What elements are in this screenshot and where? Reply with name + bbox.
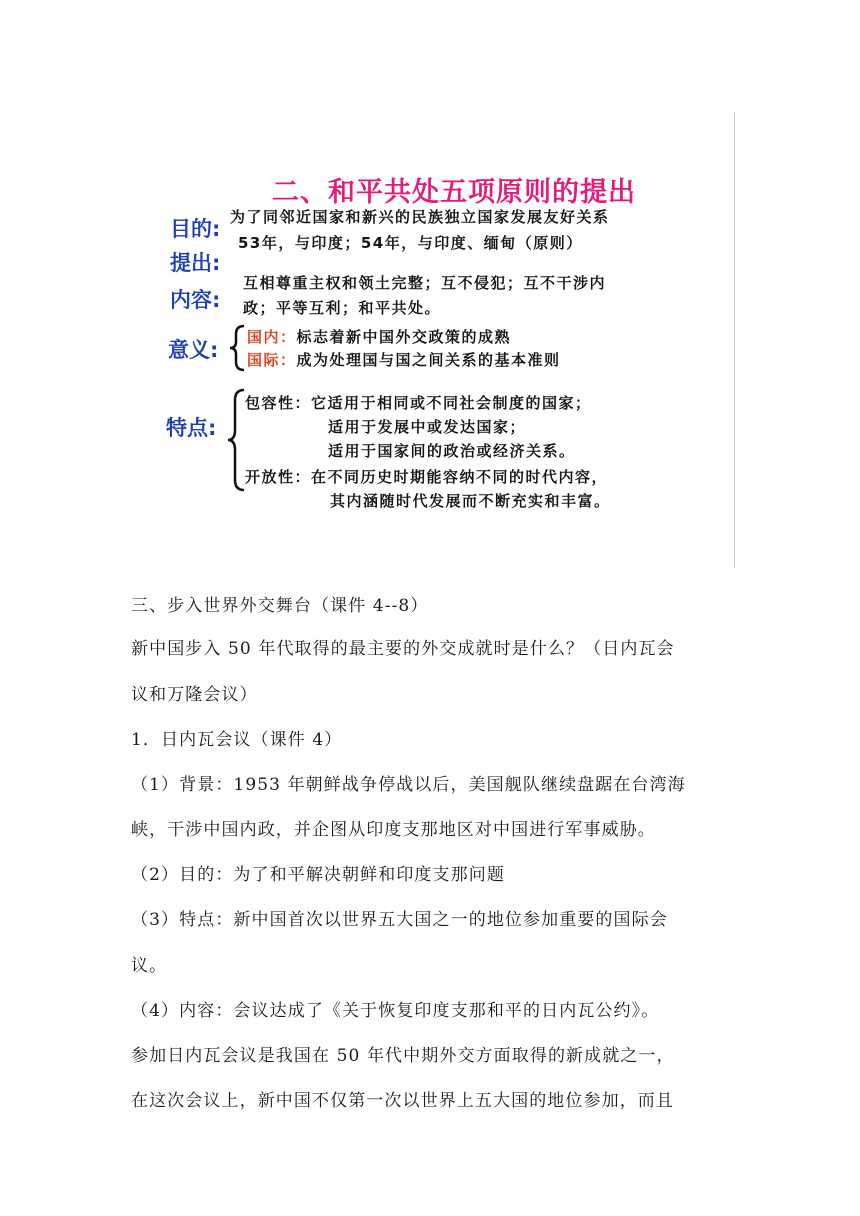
body-line: （3）特点：新中国首次以世界五大国之一的地位参加重要的国际会 [131, 910, 668, 930]
domestic-text: 标志着新中国外交政策的成熟 [296, 328, 512, 346]
body-line: （4）内容：会议达成了《关于恢复印度支那和平的日内瓦公约》。 [131, 1001, 660, 1021]
purpose-label: 目的: [170, 217, 221, 241]
meaning-domestic [247, 326, 511, 347]
page-margin-line [734, 112, 735, 568]
body-line: 峡，干涉中国内政，并企图从印度支那地区对中国进行军事威胁。 [131, 820, 656, 840]
feature-brace-icon [226, 388, 246, 492]
meaning-brace-icon [228, 324, 246, 372]
content-label: 内容: [170, 288, 221, 312]
feature-label: 特点: [166, 416, 217, 440]
content-line-1: 互相尊重主权和领土完整；互不侵犯；互不干涉内 [243, 274, 607, 292]
purpose-text: 为了同邻近国家和新兴的民族独立国家发展友好关系 [230, 208, 610, 226]
feature-line-3: 适用于国家间的政治或经济关系。 [328, 442, 576, 460]
section-heading: 三、步入世界外交舞台（课件 4--8） [131, 596, 429, 616]
slide-title: 二、和平共处五项原则的提出 [272, 177, 636, 208]
domestic-tag: 国内： [247, 328, 297, 346]
body-line: 在这次会议上，新中国不仅第一次以世界上五大国的地位参加，而且 [131, 1091, 674, 1111]
propose-label: 提出: [170, 251, 221, 275]
body-line: 议。 [131, 956, 168, 976]
intl-tag: 国际： [247, 351, 297, 369]
feature-line-1: 包容性：它适用于相同或不同社会制度的国家； [245, 394, 592, 412]
body-line: 1．日内瓦会议（课件 4） [131, 730, 343, 750]
feature-line-2: 适用于发展中或发达国家； [328, 418, 527, 436]
body-line: （2）目的：为了和平解决朝鲜和印度支那问题 [131, 865, 505, 885]
body-line: 新中国步入 50 年代取得的最主要的外交成就时是什么？（日内瓦会 [131, 639, 675, 659]
meaning-international [247, 349, 561, 370]
feature-line-5: 其内涵随时代发展而不断充实和丰富。 [330, 492, 611, 510]
propose-text: 53年，与印度；54年，与印度、缅甸（原则） [238, 234, 583, 252]
content-line-2: 政；平等互利；和平共处。 [243, 299, 442, 317]
slide-image [150, 160, 710, 520]
body-line: （1）背景：1953 年朝鲜战争停战以后，美国舰队继续盘踞在台湾海 [131, 775, 686, 795]
meaning-label: 意义: [168, 338, 219, 362]
intl-text: 成为处理国与国之间关系的基本准则 [296, 351, 561, 369]
body-line: 参加日内瓦会议是我国在 50 年代中期外交方面取得的新成就之一， [131, 1046, 675, 1066]
feature-line-4: 开放性：在不同历史时期能容纳不同的时代内容， [245, 468, 609, 486]
body-line: 议和万隆会议） [131, 685, 258, 705]
